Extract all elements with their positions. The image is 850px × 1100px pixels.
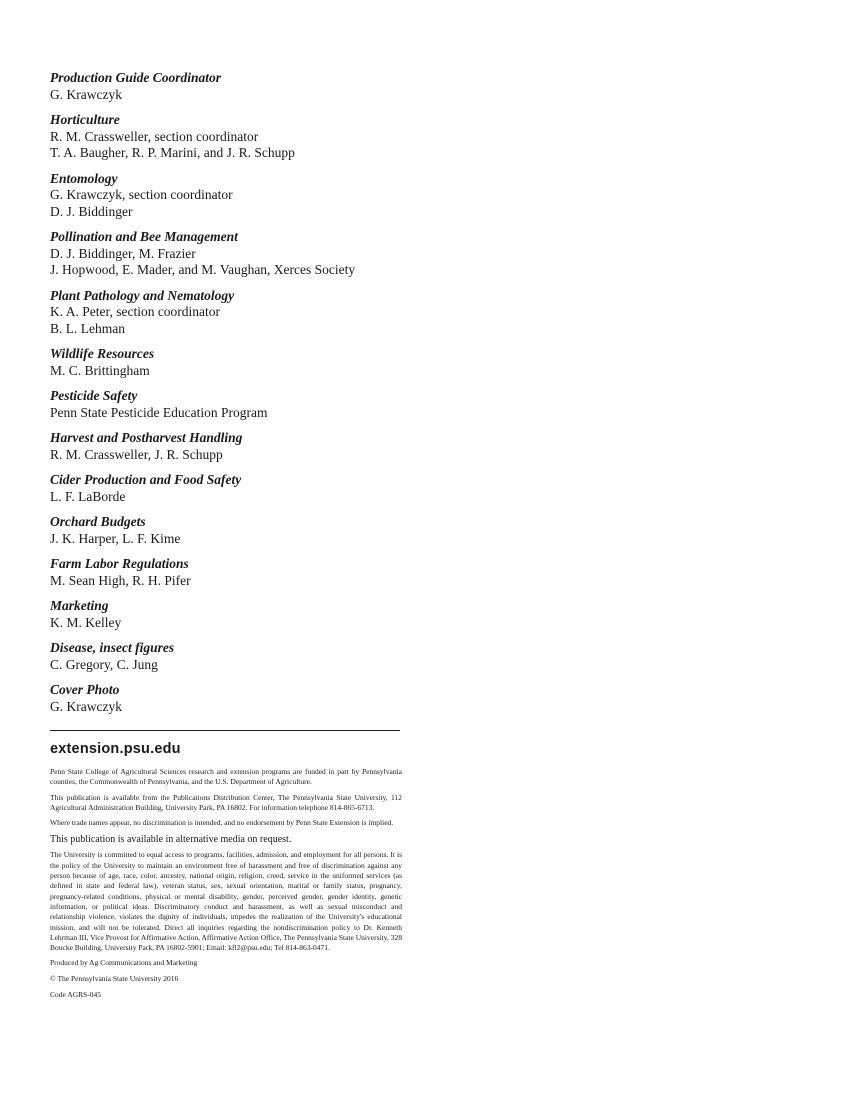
section-title: Plant Pathology and Nematology (50, 287, 235, 303)
section-title: Cover Photo (50, 682, 120, 697)
contributor-section (50, 556, 402, 589)
contributor-section (50, 346, 402, 379)
horizontal-divider (50, 730, 400, 731)
section-title: Wildlife Resources (50, 346, 155, 361)
contributor-section (50, 598, 402, 631)
contributor-section (50, 171, 402, 221)
section-title: Production Guide Coordinator (50, 70, 222, 85)
section-title: Pollination and Bee Management (50, 229, 238, 244)
copyright: © The Pennsylvania State University 2016 (50, 974, 179, 984)
section-title: Marketing (50, 598, 109, 613)
contributor-line: R. M. Crassweller, J. R. Schupp (50, 446, 223, 462)
section-title: Horticulture (50, 112, 120, 127)
section-title: Disease, insect figures (50, 640, 175, 655)
contributor-line: C. Gregory, C. Jung (50, 656, 158, 672)
contributor-line: G. Krawczyk (50, 698, 122, 714)
contributor-line: R. M. Crassweller, section coordinator (50, 128, 259, 144)
nondiscrimination-statement: The University is committed to equal access to programs, facilities, admission, and employment for all persons. It is the policy of the University to maintain an environment free of harassment and free of discrimination against any person because of age, race, color, ancestry, national origin, religion, creed, service in the uniformed services (as defined in state and federal law), veteran status, sex, sexual orientation, marital or family status, pregnancy, pregnancy-related conditions, physical or mental disability, gender, perceived gender, gender identity, genetic information, or political ideas. Discriminatory conduct and harassment, as well as sexual misconduct and relationship violence, violates the dignity of individuals, impedes the realization of the University's educational mission, and will not be tolerated. Direct all inquiries regarding the nondiscrimination policy to Dr. Kenneth Lehrman III, Vice Provost for Affirmative Action, Affirmative Action Office, The Pennsylvania State University, 328 Boucke Building, University Park, PA 16802-5901; Email: kfl2@psu.edu; Tel 814-863-0471. (50, 850, 402, 953)
contributor-line: Penn State Pesticide Education Program (50, 404, 268, 420)
contributor-section (50, 112, 402, 162)
contributor-line: D. J. Biddinger, M. Frazier (50, 245, 196, 261)
contributors-list (50, 70, 402, 724)
contributor-line: B. L. Lehman (50, 320, 125, 336)
section-title: Orchard Budgets (50, 514, 146, 529)
trade-names-statement: Where trade names appear, no discrimination is intended, and no endorsement by Penn State Extension is implied. (50, 818, 394, 828)
contributor-section (50, 229, 402, 279)
contributor-line: M. Sean High, R. H. Pifer (50, 572, 191, 588)
publication-code: Code AGRS-045 (50, 990, 102, 1000)
contributor-line: G. Krawczyk (50, 86, 122, 102)
extension-url-link[interactable]: extension.psu.edu (50, 741, 181, 757)
contributor-section (50, 430, 402, 463)
contributor-section (50, 388, 402, 421)
availability-statement: This publication is available from the Publications Distribution Center, The Pennsylvania State University, 112 Agricultural Administration Building, University Park, PA 16802. For information telephone 814-865-6713. (50, 792, 402, 812)
contributor-line: K. M. Kelley (50, 614, 122, 630)
contributor-section (50, 288, 402, 338)
contributor-section (50, 70, 402, 103)
publication-footer (50, 740, 402, 1006)
contributor-section (50, 682, 402, 715)
contributor-line: T. A. Baugher, R. P. Marini, and J. R. Schupp (50, 145, 295, 160)
contributor-section (50, 472, 402, 505)
contributor-section (50, 640, 402, 673)
section-title: Pesticide Safety (50, 388, 138, 403)
funding-statement: Penn State College of Agricultural Sciences research and extension programs are funded in part by Pennsylvania counties, the Commonwealth of Pennsylvania, and the U.S. Department of Agriculture. (50, 767, 402, 787)
produced-by: Produced by Ag Communications and Marketing (50, 958, 198, 968)
section-title: Harvest and Postharvest Handling (50, 430, 243, 445)
contributor-line: J. Hopwood, E. Mader, and M. Vaughan, Xerces Society (50, 262, 356, 277)
contributor-line: G. Krawczyk, section coordinator (50, 187, 233, 202)
contributor-line: L. F. LaBorde (50, 488, 126, 504)
alternative-media-statement: This publication is available in alternative media on request. (50, 834, 292, 846)
contributor-line: M. C. Brittingham (50, 362, 150, 378)
contributor-section (50, 514, 402, 547)
section-title: Cider Production and Food Safety (50, 472, 242, 487)
section-title: Farm Labor Regulations (50, 556, 189, 571)
contributor-line: D. J. Biddinger (50, 203, 133, 219)
contributor-line: J. K. Harper, L. F. Kime (50, 530, 181, 546)
contributor-line: K. A. Peter, section coordinator (50, 304, 221, 319)
section-title: Entomology (50, 170, 118, 186)
